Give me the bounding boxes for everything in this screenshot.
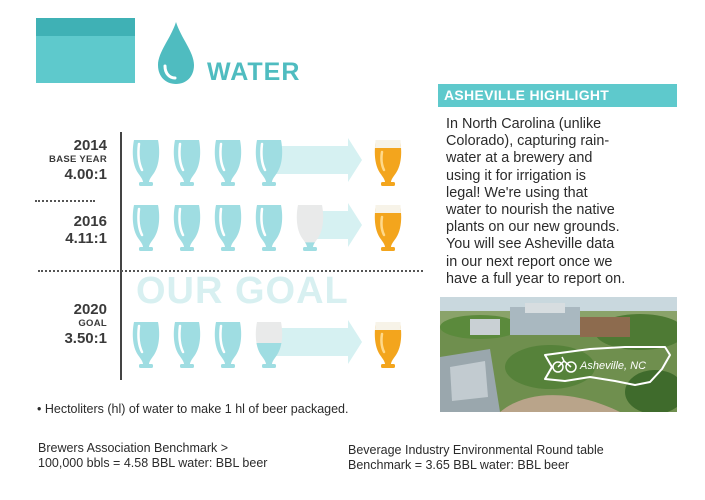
highlight-line: In North Carolina (unlike: [446, 116, 602, 132]
water-glass-icon: [174, 205, 200, 251]
year-label: 2020: [73, 301, 107, 318]
year-label: 2016: [73, 213, 107, 230]
year-sublabel: GOAL: [78, 318, 107, 329]
asheville-aerial-photo: [440, 297, 677, 412]
beer-glass-icon: [375, 205, 401, 251]
water-glass-icon: [255, 322, 283, 368]
water-glass-icon: [174, 140, 200, 186]
highlight-line: water to nourish the native: [446, 202, 615, 219]
benchmark-line: Beverage Industry Environmental Round table: [348, 443, 604, 457]
highlight-line: have a full year to report on.: [446, 270, 626, 287]
beer-glass-icon: [375, 140, 401, 186]
ratio-label: 3.50:1: [64, 330, 107, 347]
row-divider: [35, 200, 95, 202]
benchmark-line: 100,000 bbls = 4.58 BBL water: BBL beer: [38, 456, 268, 470]
section-title: WATER: [207, 58, 301, 86]
highlight-line: plants on our new grounds.: [446, 219, 620, 236]
water-ratio-glasses: [130, 130, 430, 380]
water-glass-icon: [174, 322, 200, 368]
water-glass-icon: [133, 205, 159, 251]
highlight-heading: ASHEVILLE HIGHLIGHT: [438, 84, 677, 107]
row-label-2016: [65, 213, 107, 247]
vertical-divider: [120, 132, 122, 380]
water-glass-icon: [215, 205, 241, 251]
ratio-label: 4.11:1: [65, 230, 107, 247]
ratio-label: 4.00:1: [64, 166, 107, 183]
highlight-body: [446, 116, 678, 288]
goal-banner: OUR GOAL: [136, 270, 349, 312]
header-color-stripe: [36, 18, 135, 36]
footnote: • Hectoliters (hl) of water to make 1 hl of beer packaged.: [37, 402, 349, 416]
water-glass-icon: [133, 322, 159, 368]
highlight-line: You will see Asheville data: [446, 236, 615, 253]
map-label: Asheville, NC: [580, 360, 647, 372]
brewers-benchmark: [38, 441, 267, 471]
water-glass-icon: [215, 140, 241, 186]
highlight-line: Colorado), capturing rain-: [446, 133, 610, 150]
benchmark-line: Brewers Association Benchmark >: [38, 441, 229, 455]
header-color-block: [36, 18, 135, 83]
water-glass-icon: [256, 205, 282, 251]
water-glass-icon: [296, 205, 324, 251]
water-glass-icon: [133, 140, 159, 186]
row-label-2020: [64, 301, 107, 347]
water-glass-icon: [215, 322, 241, 368]
highlight-line: using it for irrigation is: [446, 167, 586, 184]
highlight-line: in our next report once we: [446, 253, 613, 270]
water-drop-icon: [155, 20, 197, 86]
highlight-line: water at a brewery and: [446, 150, 593, 167]
year-label: 2014: [73, 137, 107, 154]
row-label-2014: [49, 137, 107, 183]
benchmark-line: Benchmark = 3.65 BBL water: BBL beer: [348, 458, 570, 472]
beverage-benchmark: [348, 443, 604, 473]
highlight-line: legal! We're using that: [446, 184, 588, 201]
beer-glass-icon: [375, 322, 401, 368]
year-sublabel: BASE YEAR: [49, 154, 107, 165]
water-glass-icon: [256, 140, 282, 186]
